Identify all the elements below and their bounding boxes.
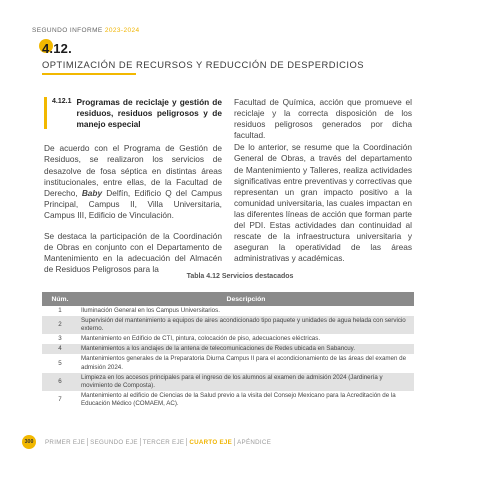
paragraph: Se destaca la participación de la Coordinación de Obras en conjunto con el Departamento de Mantenimiento en la adecuación del Almacén de Residuos Peligrosos para la (44, 231, 222, 275)
title-underline (42, 73, 136, 75)
nav-link-primer-eje[interactable]: PRIMER EJE (45, 438, 86, 446)
row-num: 4 (42, 344, 78, 354)
row-num: 2 (42, 316, 78, 334)
nav-link-apendice[interactable]: APÉNDICE (237, 438, 272, 446)
row-description: Mantenimiento al edificio de Ciencias de la Salud previo a la visita del Consejo Mexicano para la Acreditación de la Educación Médico (COMAEM, AC). (81, 391, 396, 407)
nav-link-tercer-eje[interactable]: TERCER EJE (142, 438, 185, 446)
row-num: 5 (58, 359, 62, 367)
nav-separator (140, 438, 141, 446)
table-row (42, 334, 414, 344)
header-num: Núm. (42, 292, 78, 306)
paragraph: De acuerdo con el Programa de Gestión de Residuos, se realizaron los servicios de desazolve de fosa séptica en distintas áreas institucionales, entre ellas, de la Facultad de Derecho, Baby Delfín, Edificio Q del Campus Principal, Campus II, Villa Universitaria, Campus III, Edificio de Vinculación. (44, 143, 222, 220)
table-row (42, 344, 414, 354)
row-num: 6 (42, 373, 78, 391)
nav-separator (87, 438, 88, 446)
row-description: Iluminación General en los Campus Universitarios. (81, 307, 220, 314)
row-description: Mantenimientos generales de la Preparatoria Diurna Campus II para el acondicionamiento de las áreas del examen de admisión 2024. (81, 355, 407, 371)
page-number-badge: 300 (22, 435, 36, 449)
table-row (42, 316, 414, 334)
subsection-title: Programas de reciclaje y gestión de residuos, residuos peligrosos y de manejo especial (76, 97, 222, 129)
paragraph: De lo anterior, se resume que la Coordinación General de Obras, a través del departamento de Mantenimiento y Talleres, realiza actividades significativas entre preventivas y correctivas que representan un gran impacto positivo a la comunidad universitaria, las cuales impactan en las diferentes líneas de acción que forman parte del PDI. Estas actividades dan continuidad al rescate de la infraestructura universitaria y aseguran la operatividad de las áreas administrativas y académicas. (234, 142, 413, 264)
table-header-row (42, 292, 414, 306)
report-header (32, 27, 140, 34)
row-num: 3 (58, 335, 62, 343)
nav-link-cuarto-eje[interactable]: CUARTO EJE (189, 438, 233, 446)
table-row (42, 354, 414, 372)
nav-separator (234, 438, 235, 446)
nav-separator (186, 438, 187, 446)
row-num: 1 (58, 307, 62, 314)
section-title: OPTIMIZACIÓN DE RECURSOS Y REDUCCIÓN DE DESPERDICIOS (42, 59, 365, 70)
nav-link-segundo-eje[interactable]: SEGUNDO EJE (90, 438, 138, 446)
report-year: 2023-2024 (104, 27, 140, 34)
subsection-number: 4.12.1 (52, 98, 72, 105)
right-column (234, 97, 412, 265)
row-description: Mantenimiento en Edificio de CTI, pintura, colocación de piso, adecuaciones eléctricas. (81, 335, 321, 343)
header-description: Descripción (78, 292, 414, 306)
table-caption: Tabla 4.12 Servicios destacados (186, 273, 294, 280)
table-row (42, 391, 414, 409)
row-description: Mantenimientos a los anclajes de la antena de telecomunicaciones de Redes ubicada en Sabancuy. (78, 344, 414, 354)
left-column (44, 97, 222, 285)
services-table (42, 292, 414, 409)
row-description: Supervisión del mantenimiento a equipos de aires acondicionado tipo paquete y unidades de agua helada con servicio externo. (78, 316, 414, 334)
row-num: 7 (58, 395, 62, 403)
subsection-heading (44, 97, 222, 129)
footer-nav (45, 438, 271, 446)
section-number: 4.12. (42, 41, 72, 56)
report-label: SEGUNDO INFORME (32, 27, 103, 34)
paragraph: Facultad de Química, acción que promueve el reciclaje y la correcta disposición de los residuos peligrosos generados por dicha facultad. (234, 97, 412, 141)
table-row (42, 306, 414, 316)
table-row (42, 373, 414, 391)
row-description: Limpieza en los accesos principales para el ingreso de los alumnos al examen de admisión 2024 (Jardinería y movimiento de Composta). (78, 373, 414, 391)
